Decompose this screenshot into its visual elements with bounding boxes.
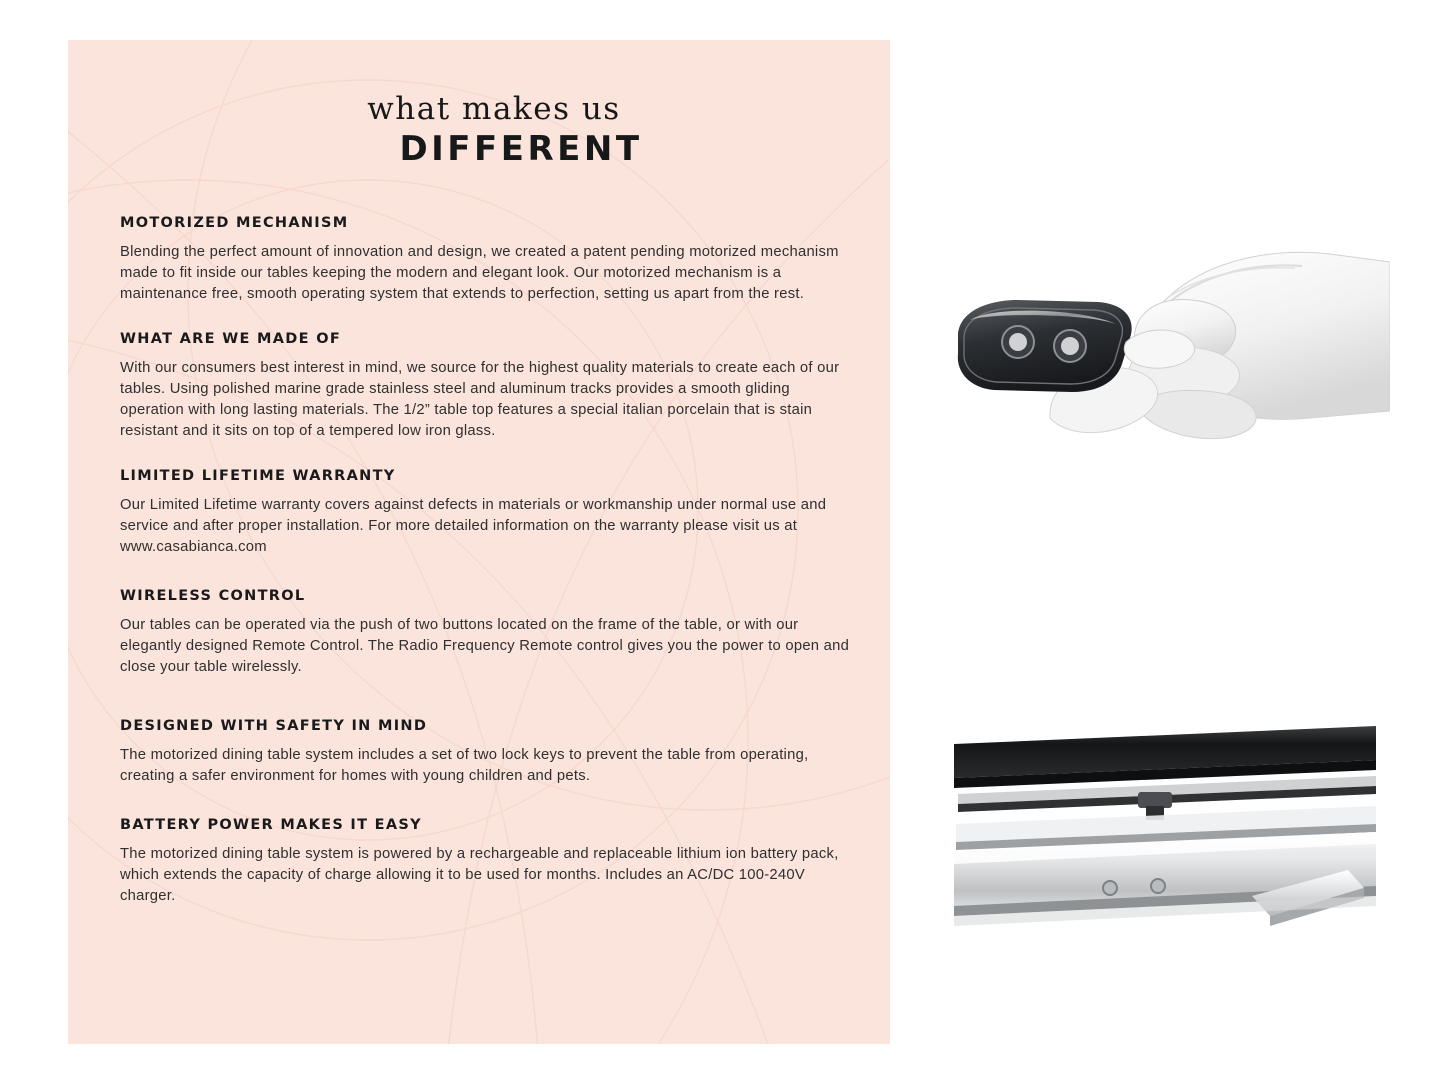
section-motorized-mechanism	[120, 215, 850, 305]
section-body: Our Limited Lifetime warranty covers against defects in materials or workmanship under normal use and service and after proper installation. For more detailed information on the warranty please visit us at www.casabianca.com	[120, 497, 827, 556]
section-designed-with-safety-in-mind	[120, 718, 850, 787]
section-heading: MOTORIZED MECHANISM	[120, 215, 349, 232]
section-heading: WIRELESS CONTROL	[120, 588, 306, 605]
section-what-are-we-made-of	[120, 331, 850, 442]
content-panel	[68, 40, 890, 1044]
title-line-1: what makes us	[367, 91, 621, 127]
hand-remote-image	[930, 196, 1390, 496]
section-body: Blending the perfect amount of innovation and design, we created a patent pending motorized mechanism made to fit inside our tables keeping the modern and elegant look. Our motorized mechanism is a maintenance free, smooth operating system that extends to perfection, setting us apart from the rest.	[120, 244, 839, 303]
title-line-2: DIFFERENT	[399, 129, 643, 170]
section-body: With our consumers best interest in mind, we source for the highest quality materials to create each of our tables. Using polished marine grade stainless steel and aluminum tracks provides a smooth gliding operation with long lasting materials. The 1/2” table top features a special italian porcelain that is stain resistant and it sits on top of a tempered low iron glass.	[120, 360, 840, 440]
section-heading: DESIGNED WITH SAFETY IN MIND	[120, 718, 428, 735]
section-battery-power-makes-it-easy	[120, 817, 850, 907]
page-title	[68, 92, 890, 169]
section-body: The motorized dining table system is powered by a rechargeable and replaceable lithium ion battery pack, which extends the capacity of charge allowing it to be used for months. Includes an AC/DC 100-240V charger.	[120, 846, 839, 905]
section-heading: BATTERY POWER MAKES IT EASY	[120, 817, 422, 834]
table-rail-image	[940, 720, 1380, 950]
section-limited-lifetime-warranty	[120, 468, 850, 558]
section-heading: LIMITED LIFETIME WARRANTY	[120, 468, 396, 485]
section-body: Our tables can be operated via the push of two buttons located on the frame of the table, or with our elegantly designed Remote Control. The Radio Frequency Remote control gives you the power to open and close your table wirelessly.	[120, 617, 850, 676]
section-heading: WHAT ARE WE MADE OF	[120, 331, 342, 348]
section-list	[68, 215, 890, 907]
section-wireless-control	[120, 588, 850, 678]
section-body: The motorized dining table system includes a set of two lock keys to prevent the table from operating, creating a safer environment for homes with young children and pets.	[120, 747, 809, 785]
